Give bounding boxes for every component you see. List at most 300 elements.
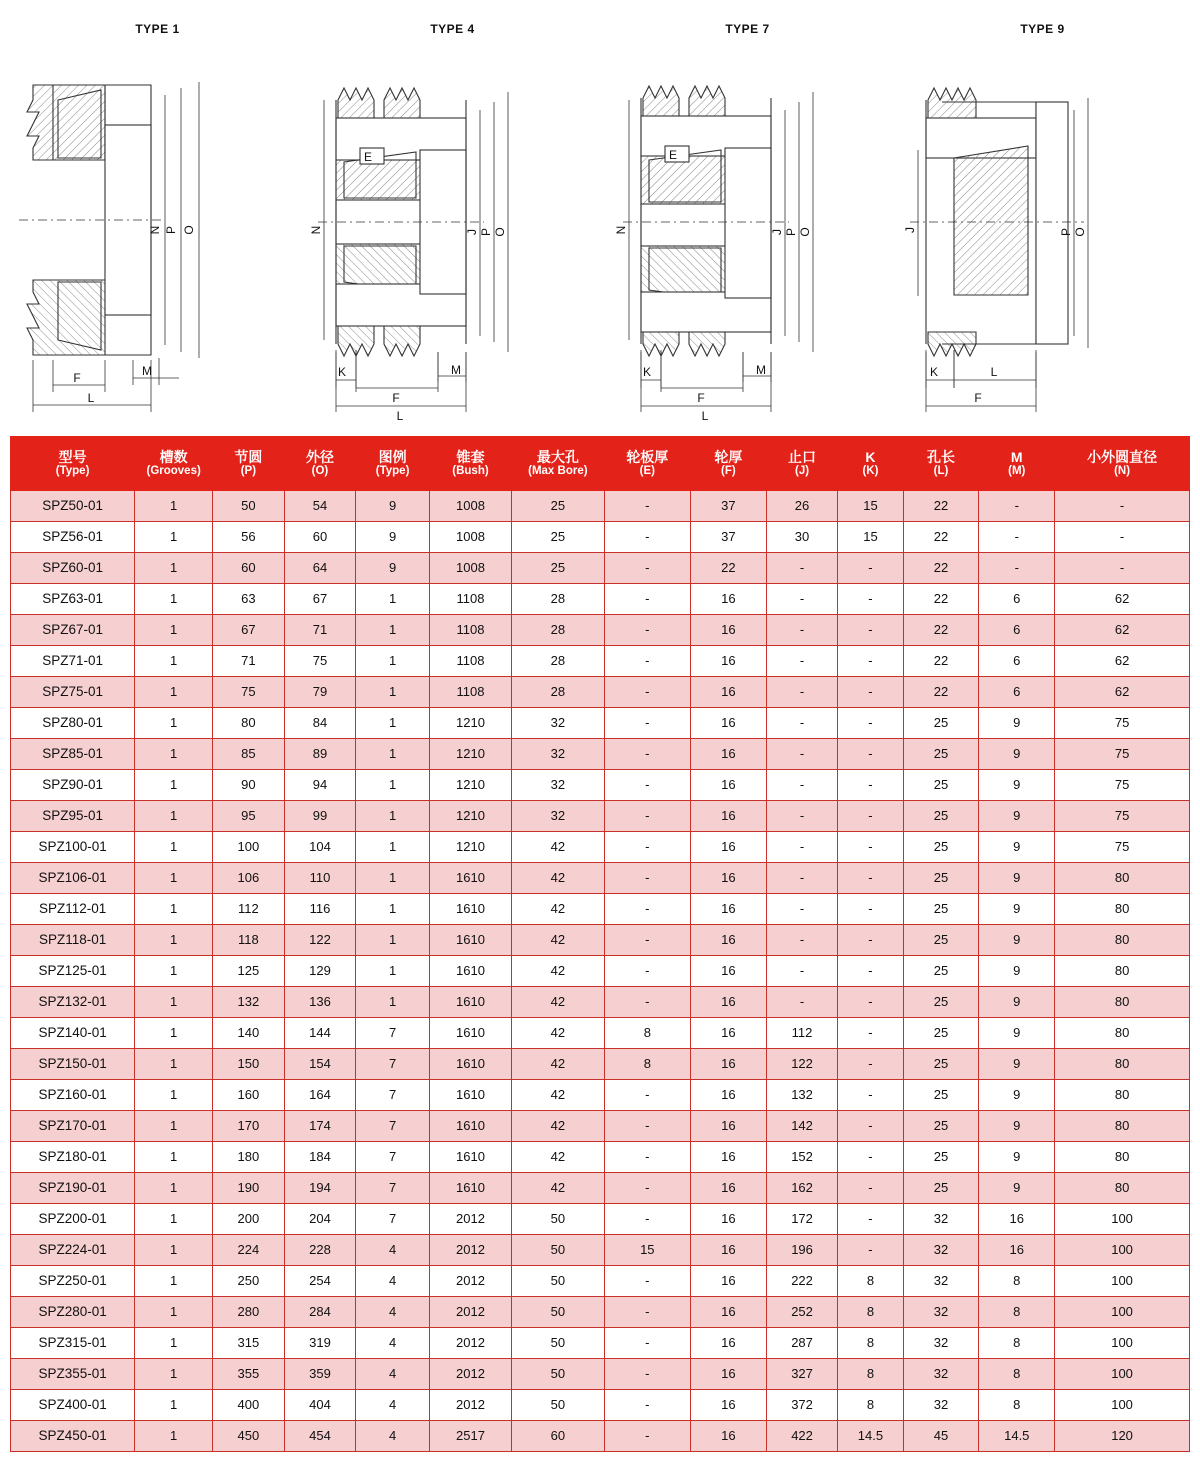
table-cell: -	[838, 987, 903, 1018]
header-cn: 锥套	[456, 448, 485, 465]
label-F: F	[391, 391, 400, 405]
table-cell: 16	[690, 1359, 766, 1390]
table-cell: 2012	[429, 1297, 511, 1328]
table-cell: 16	[690, 1080, 766, 1111]
table-cell: 16	[690, 925, 766, 956]
table-cell: -	[604, 1173, 690, 1204]
table-cell: 16	[690, 1297, 766, 1328]
table-cell: 224	[213, 1235, 285, 1266]
table-cell: 1210	[429, 832, 511, 863]
table-cell: -	[604, 1204, 690, 1235]
table-cell: 1	[135, 770, 213, 801]
table-cell: 152	[766, 1142, 838, 1173]
table-cell: 25	[903, 1080, 979, 1111]
table-cell: 1610	[429, 894, 511, 925]
table-body	[11, 491, 1190, 1452]
table-cell: 75	[1055, 770, 1190, 801]
table-cell: 16	[690, 1173, 766, 1204]
type-9-drawing	[898, 40, 1188, 420]
table-cell: 16	[690, 1018, 766, 1049]
table-cell: -	[838, 1049, 903, 1080]
table-cell: 64	[284, 553, 356, 584]
table-cell: -	[604, 739, 690, 770]
table-cell: -	[838, 956, 903, 987]
table-cell: 4	[356, 1390, 430, 1421]
cell-type: SPZ50-01	[11, 491, 135, 522]
table-cell: 28	[512, 646, 605, 677]
table-row	[11, 1421, 1190, 1452]
label-M: M	[755, 363, 766, 377]
table-cell: 1210	[429, 708, 511, 739]
table-cell: 16	[690, 1235, 766, 1266]
table-cell: -	[838, 1173, 903, 1204]
table-cell: 1	[135, 1142, 213, 1173]
table-cell: -	[604, 522, 690, 553]
table-row	[11, 584, 1190, 615]
table-cell: -	[838, 646, 903, 677]
header-en: (E)	[639, 464, 655, 477]
table-cell: 204	[284, 1204, 356, 1235]
table-row	[11, 1328, 1190, 1359]
table-cell: 1	[356, 584, 430, 615]
table-cell: 75	[1055, 708, 1190, 739]
label-E: E	[668, 148, 677, 162]
table-cell: 42	[512, 1018, 605, 1049]
table-cell: 8	[838, 1390, 903, 1421]
table-cell: 22	[903, 584, 979, 615]
label-F: F	[696, 391, 705, 405]
table-cell: 42	[512, 1142, 605, 1173]
table-cell: 1	[356, 832, 430, 863]
table-cell: 1	[135, 708, 213, 739]
table-cell: -	[604, 1142, 690, 1173]
table-cell: 37	[690, 522, 766, 553]
table-cell: 50	[512, 1328, 605, 1359]
table-cell: 1	[135, 1080, 213, 1111]
table-cell: 222	[766, 1266, 838, 1297]
table-cell: 80	[1055, 1049, 1190, 1080]
table-cell: 7	[356, 1111, 430, 1142]
label-P: P	[1058, 227, 1073, 237]
table-cell: 190	[213, 1173, 285, 1204]
table-cell: 132	[766, 1080, 838, 1111]
table-cell: 75	[1055, 832, 1190, 863]
header-cn: 止口	[788, 448, 817, 465]
table-cell: -	[604, 770, 690, 801]
label-K: K	[929, 365, 938, 379]
label-N: N	[147, 225, 162, 235]
table-cell: 1	[135, 1173, 213, 1204]
table-row	[11, 615, 1190, 646]
header-cn: 槽数	[159, 448, 188, 465]
header-figure-type	[356, 437, 430, 491]
table-cell: 9	[979, 708, 1055, 739]
table-cell: -	[838, 1018, 903, 1049]
cell-type: SPZ56-01	[11, 522, 135, 553]
diagram-title: TYPE 7	[725, 22, 770, 36]
header-cn: 小外圆直径	[1087, 448, 1158, 465]
table-cell: 42	[512, 956, 605, 987]
table-row	[11, 894, 1190, 925]
table-cell: 129	[284, 956, 356, 987]
table-cell: 8	[979, 1359, 1055, 1390]
cell-type: SPZ250-01	[11, 1266, 135, 1297]
table-head	[11, 437, 1190, 491]
table-cell: 16	[690, 1328, 766, 1359]
table-cell: -	[766, 584, 838, 615]
table-cell: 1	[135, 553, 213, 584]
table-cell: 9	[356, 491, 430, 522]
table-cell: -	[604, 863, 690, 894]
table-cell: 54	[284, 491, 356, 522]
table-cell: -	[604, 615, 690, 646]
table-cell: 1	[356, 801, 430, 832]
table-cell: 32	[903, 1390, 979, 1421]
table-cell: 1	[135, 522, 213, 553]
label-F: F	[72, 371, 81, 385]
table-cell: 16	[690, 708, 766, 739]
table-cell: 25	[512, 491, 605, 522]
type-7-drawing	[603, 40, 893, 420]
table-cell: 42	[512, 1173, 605, 1204]
table-cell: 400	[213, 1390, 285, 1421]
table-cell: 7	[356, 1204, 430, 1235]
table-cell: 25	[903, 925, 979, 956]
table-row	[11, 1204, 1190, 1235]
table-cell: 1108	[429, 615, 511, 646]
table-cell: 160	[213, 1080, 285, 1111]
cell-type: SPZ63-01	[11, 584, 135, 615]
label-N: N	[613, 225, 628, 235]
table-cell: -	[604, 646, 690, 677]
table-cell: 22	[903, 646, 979, 677]
table-cell: 1	[135, 615, 213, 646]
table-row	[11, 1173, 1190, 1204]
table-cell: 14.5	[838, 1421, 903, 1452]
table-cell: 144	[284, 1018, 356, 1049]
table-cell: 16	[690, 832, 766, 863]
table-cell: 1	[135, 1359, 213, 1390]
cell-type: SPZ150-01	[11, 1049, 135, 1080]
table-cell: 194	[284, 1173, 356, 1204]
table-cell: -	[979, 553, 1055, 584]
table-cell: 100	[213, 832, 285, 863]
table-cell: 287	[766, 1328, 838, 1359]
header-cn: 轮板厚	[626, 448, 669, 465]
table-cell: -	[979, 491, 1055, 522]
table-cell: 6	[979, 646, 1055, 677]
header-en: (O)	[311, 464, 329, 477]
label-L: L	[990, 365, 997, 379]
table-cell: 50	[512, 1266, 605, 1297]
table-cell: 16	[690, 677, 766, 708]
table-cell: 60	[284, 522, 356, 553]
table-cell: 100	[1055, 1266, 1190, 1297]
table-cell: 25	[903, 1049, 979, 1080]
cell-type: SPZ450-01	[11, 1421, 135, 1452]
table-cell: -	[604, 708, 690, 739]
table-cell: 80	[213, 708, 285, 739]
table-cell: -	[838, 739, 903, 770]
table-cell: 94	[284, 770, 356, 801]
table-cell: 25	[903, 987, 979, 1018]
table-cell: -	[604, 1421, 690, 1452]
table-cell: 42	[512, 894, 605, 925]
table-cell: 1	[135, 739, 213, 770]
table-cell: 32	[903, 1328, 979, 1359]
table-cell: 2012	[429, 1359, 511, 1390]
header-cn: K	[865, 448, 876, 465]
table-cell: 42	[512, 832, 605, 863]
label-O: O	[1072, 227, 1087, 237]
table-cell: 42	[512, 1080, 605, 1111]
table-cell: 22	[903, 491, 979, 522]
label-J: J	[464, 229, 479, 235]
label-O: O	[492, 227, 507, 237]
table-cell: 1	[135, 491, 213, 522]
label-J: J	[769, 229, 784, 235]
header-en: (Type)	[55, 464, 90, 477]
table-cell: 75	[284, 646, 356, 677]
table-cell: 80	[1055, 1111, 1190, 1142]
table-cell: -	[838, 1080, 903, 1111]
table-cell: -	[838, 832, 903, 863]
label-O: O	[797, 227, 812, 237]
table-cell: 25	[903, 894, 979, 925]
table-cell: 1610	[429, 1111, 511, 1142]
table-cell: 50	[512, 1235, 605, 1266]
table-cell: -	[766, 553, 838, 584]
table-cell: 142	[766, 1111, 838, 1142]
table-cell: 1	[135, 1266, 213, 1297]
header-en: (N)	[1114, 464, 1131, 477]
table-cell: 228	[284, 1235, 356, 1266]
table-cell: 22	[903, 522, 979, 553]
table-cell: 80	[1055, 987, 1190, 1018]
table-cell: 1108	[429, 584, 511, 615]
table-cell: 42	[512, 863, 605, 894]
table-cell: 75	[1055, 801, 1190, 832]
table-cell: -	[604, 801, 690, 832]
table-cell: 1	[356, 739, 430, 770]
table-cell: 25	[903, 1018, 979, 1049]
table-cell: 1	[135, 925, 213, 956]
table-cell: -	[766, 987, 838, 1018]
table-cell: -	[604, 1266, 690, 1297]
header-grooves	[135, 437, 213, 491]
table-cell: 1	[356, 894, 430, 925]
table-cell: 1210	[429, 801, 511, 832]
table-cell: 184	[284, 1142, 356, 1173]
table-cell: -	[838, 615, 903, 646]
header-k	[838, 437, 903, 491]
table-cell: 359	[284, 1359, 356, 1390]
table-cell: 63	[213, 584, 285, 615]
table-cell: 32	[903, 1266, 979, 1297]
table-cell: 1008	[429, 491, 511, 522]
table-row	[11, 1018, 1190, 1049]
table-row	[11, 646, 1190, 677]
table-cell: 454	[284, 1421, 356, 1452]
table-cell: -	[1055, 553, 1190, 584]
table-cell: -	[766, 832, 838, 863]
table-cell: 60	[213, 553, 285, 584]
table-cell: 22	[903, 677, 979, 708]
table-cell: 14.5	[979, 1421, 1055, 1452]
table-cell: 2012	[429, 1204, 511, 1235]
table-cell: 50	[213, 491, 285, 522]
table-cell: 2012	[429, 1266, 511, 1297]
table-cell: -	[604, 1111, 690, 1142]
table-cell: 9	[979, 1142, 1055, 1173]
table-cell: 79	[284, 677, 356, 708]
table-cell: 32	[512, 739, 605, 770]
table-cell: 62	[1055, 646, 1190, 677]
cell-type: SPZ400-01	[11, 1390, 135, 1421]
cell-type: SPZ140-01	[11, 1018, 135, 1049]
table-cell: 170	[213, 1111, 285, 1142]
table-cell: 7	[356, 1018, 430, 1049]
header-cn: 孔长	[926, 448, 955, 465]
header-en: (M)	[1008, 464, 1026, 477]
table-cell: 118	[213, 925, 285, 956]
type-4-drawing	[308, 40, 598, 420]
table-cell: 7	[356, 1142, 430, 1173]
table-cell: -	[766, 739, 838, 770]
table-cell: 15	[838, 491, 903, 522]
table-cell: -	[979, 522, 1055, 553]
table-cell: -	[838, 553, 903, 584]
table-cell: 1610	[429, 1080, 511, 1111]
table-cell: 25	[903, 832, 979, 863]
table-cell: 67	[213, 615, 285, 646]
table-cell: 25	[903, 1173, 979, 1204]
cell-type: SPZ75-01	[11, 677, 135, 708]
table-cell: 16	[690, 1266, 766, 1297]
table-cell: 172	[766, 1204, 838, 1235]
table-cell: 60	[512, 1421, 605, 1452]
table-cell: 200	[213, 1204, 285, 1235]
cell-type: SPZ125-01	[11, 956, 135, 987]
table-cell: 62	[1055, 584, 1190, 615]
table-cell: 116	[284, 894, 356, 925]
table-cell: -	[838, 925, 903, 956]
table-cell: 9	[979, 956, 1055, 987]
label-L: L	[701, 409, 708, 420]
label-L: L	[87, 391, 94, 405]
table-cell: 355	[213, 1359, 285, 1390]
cell-type: SPZ90-01	[11, 770, 135, 801]
table-cell: 280	[213, 1297, 285, 1328]
header-en: (J)	[795, 464, 810, 477]
cell-type: SPZ67-01	[11, 615, 135, 646]
table-cell: 25	[903, 739, 979, 770]
table-row	[11, 1111, 1190, 1142]
header-web-thickness	[604, 437, 690, 491]
table-cell: -	[604, 491, 690, 522]
table-cell: 16	[690, 646, 766, 677]
header-outer-dia	[284, 437, 356, 491]
table-cell: 16	[690, 987, 766, 1018]
table-cell: -	[766, 708, 838, 739]
table-cell: 50	[512, 1390, 605, 1421]
table-cell: -	[838, 584, 903, 615]
table-cell: 154	[284, 1049, 356, 1080]
table-cell: 7	[356, 1080, 430, 1111]
table-cell: 80	[1055, 1080, 1190, 1111]
table-cell: 89	[284, 739, 356, 770]
table-cell: -	[838, 1235, 903, 1266]
label-K: K	[642, 365, 651, 379]
table-cell: 42	[512, 1049, 605, 1080]
header-cn: 型号	[58, 448, 87, 465]
table-cell: -	[604, 956, 690, 987]
type-1-drawing	[13, 40, 303, 420]
label-P: P	[783, 227, 798, 237]
table-cell: 1108	[429, 646, 511, 677]
label-M: M	[141, 364, 152, 378]
table-cell: 100	[1055, 1297, 1190, 1328]
table-cell: 1	[356, 987, 430, 1018]
table-cell: 100	[1055, 1390, 1190, 1421]
table-cell: 16	[690, 584, 766, 615]
table-cell: 1	[135, 894, 213, 925]
table-cell: -	[1055, 491, 1190, 522]
table-row	[11, 956, 1190, 987]
table-cell: 100	[1055, 1204, 1190, 1235]
table-cell: 1210	[429, 770, 511, 801]
table-cell: 32	[903, 1235, 979, 1266]
table-cell: 67	[284, 584, 356, 615]
header-max-bore	[512, 437, 605, 491]
cell-type: SPZ132-01	[11, 987, 135, 1018]
header-en: (Max Bore)	[528, 464, 588, 477]
header-m	[979, 437, 1055, 491]
table-cell: -	[766, 677, 838, 708]
table-cell: 6	[979, 584, 1055, 615]
table-cell: 8	[979, 1297, 1055, 1328]
table-row	[11, 1080, 1190, 1111]
table-cell: -	[838, 770, 903, 801]
table-row	[11, 553, 1190, 584]
cell-type: SPZ60-01	[11, 553, 135, 584]
table-cell: -	[604, 925, 690, 956]
table-cell: 50	[512, 1204, 605, 1235]
table-cell: 8	[979, 1266, 1055, 1297]
table-cell: 1	[135, 646, 213, 677]
table-cell: 9	[979, 801, 1055, 832]
table-cell: 1	[135, 1018, 213, 1049]
table-cell: 6	[979, 615, 1055, 646]
table-cell: -	[1055, 522, 1190, 553]
table-cell: 8	[604, 1049, 690, 1080]
table-cell: 1610	[429, 1142, 511, 1173]
table-cell: 8	[838, 1359, 903, 1390]
cell-type: SPZ100-01	[11, 832, 135, 863]
table-cell: 125	[213, 956, 285, 987]
table-cell: 1	[356, 863, 430, 894]
table-cell: 30	[766, 522, 838, 553]
table-cell: 8	[838, 1328, 903, 1359]
table-cell: -	[766, 770, 838, 801]
table-cell: 2012	[429, 1328, 511, 1359]
spec-table	[10, 436, 1190, 1452]
table-cell: 120	[1055, 1421, 1190, 1452]
diagram-type-7	[600, 8, 895, 430]
table-cell: 25	[903, 770, 979, 801]
label-K: K	[337, 365, 346, 379]
diagram-title: TYPE 4	[430, 22, 475, 36]
